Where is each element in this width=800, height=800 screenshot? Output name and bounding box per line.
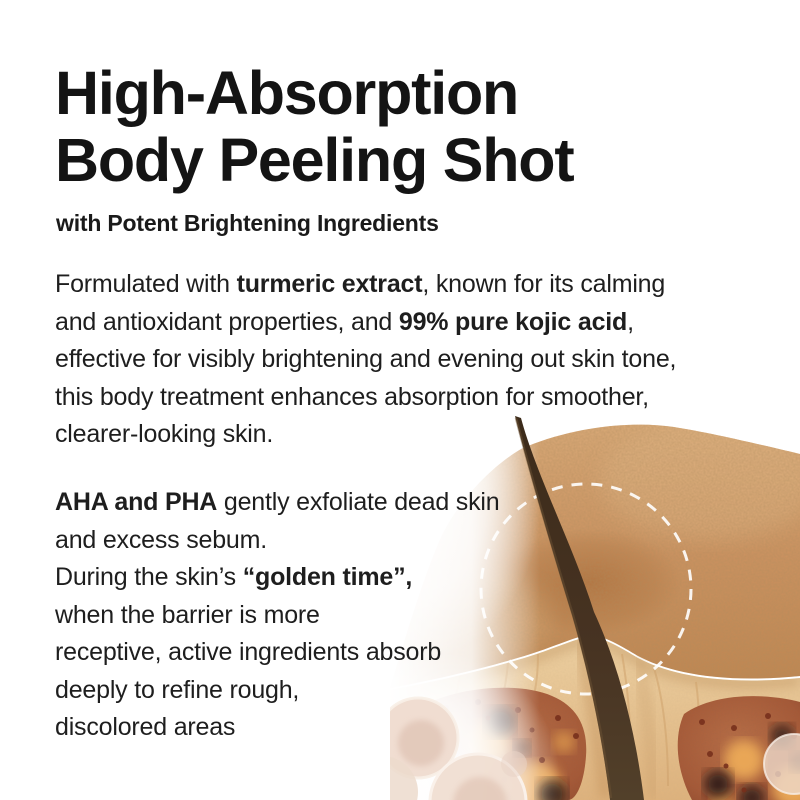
paragraph-formulation bbox=[55, 266, 676, 454]
text-line bbox=[55, 672, 499, 710]
text-line bbox=[55, 634, 499, 672]
text-line bbox=[55, 379, 676, 417]
text-line bbox=[55, 522, 499, 560]
text-line bbox=[55, 266, 676, 304]
title-line-1: High-Absorption bbox=[55, 59, 519, 127]
text-line bbox=[55, 484, 499, 522]
paragraph-exfoliation bbox=[55, 484, 499, 747]
title-line-2: Body Peeling Shot bbox=[55, 126, 574, 194]
subtitle: with Potent Brightening Ingredients bbox=[56, 210, 439, 236]
text-line bbox=[55, 597, 499, 635]
text: receptive, active ingredients absorb bbox=[55, 638, 442, 666]
text: and excess sebum. bbox=[55, 525, 267, 554]
text: effective for visibly brightening and evening out skin tone, bbox=[55, 345, 677, 373]
text: deeply to refine rough, bbox=[55, 675, 300, 704]
text: Formulated with bbox=[55, 270, 237, 298]
text-line bbox=[55, 559, 499, 597]
text: , bbox=[627, 307, 634, 336]
bold-text: AHA and PHA bbox=[55, 488, 218, 516]
text: gently exfoliate dead skin bbox=[217, 488, 500, 516]
text: , known for its calming bbox=[422, 270, 666, 298]
bold-text: turmeric extract bbox=[236, 270, 423, 298]
text: when the barrier is more bbox=[55, 600, 320, 629]
text: and antioxidant properties, and bbox=[55, 307, 399, 336]
text-line bbox=[55, 304, 676, 342]
text-line bbox=[55, 416, 676, 454]
text-line bbox=[55, 341, 676, 379]
page-title bbox=[55, 60, 573, 194]
text: discolored areas bbox=[55, 713, 236, 741]
text: this body treatment enhances absorption for smoother, bbox=[55, 382, 649, 411]
text-line bbox=[55, 709, 499, 747]
bold-text: 99% pure kojic acid bbox=[398, 307, 628, 336]
text: clearer-looking skin. bbox=[55, 420, 274, 448]
bold-text: “golden time”, bbox=[242, 563, 413, 591]
text: During the skin’s bbox=[55, 563, 243, 591]
